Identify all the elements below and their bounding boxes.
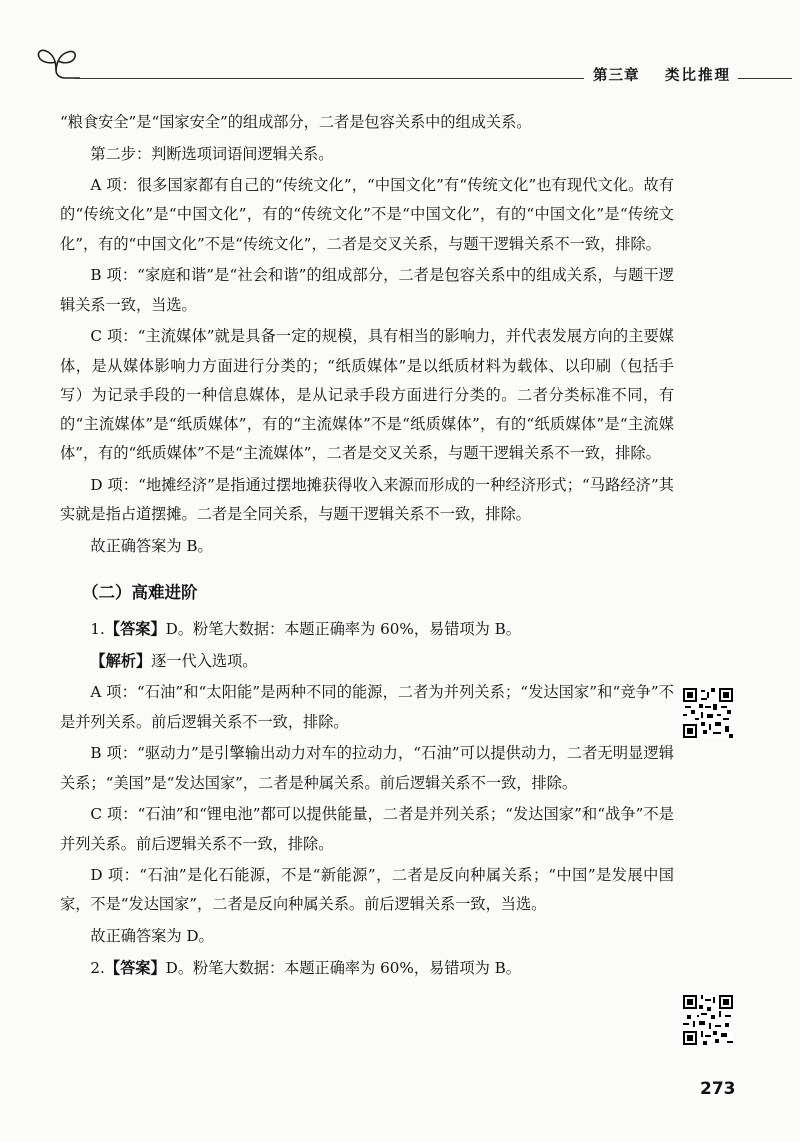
q2-number: 2.: [90, 958, 105, 977]
header-rule-right: [738, 78, 792, 79]
option-b-paragraph: B 项：“家庭和谐”是“社会和谐”的组成部分，二者是包容关系中的组成关系，与题干逻辑关系一致，当选。: [60, 266, 674, 314]
q1-option-a: A 项：“石油”和“太阳能”是两种不同的能源，二者为并列关系；“发达国家”和“竞争”不是并列关系。前后逻辑关系不一致，排除。: [60, 683, 674, 731]
qr-code-icon[interactable]: [683, 688, 733, 738]
q1-analysis-line: [60, 647, 674, 676]
q1-number: 1.: [90, 620, 105, 639]
q1-conclusion: 故正确答案为 D。: [90, 926, 214, 945]
q1-option-b: B 项：“驱动力”是引擎输出动力对车的拉动力，“石油”可以提供动力，二者无明显逻辑关系；“美国”是“发达国家”，二者是种属关系。前后逻辑关系不一致，排除。: [60, 744, 674, 792]
q2-answer-line: [60, 954, 674, 983]
analysis-tag: 【解析】: [90, 651, 152, 670]
header-rule-left: [74, 78, 584, 79]
leaf-sprout-icon: [34, 40, 80, 80]
paragraph: 第二步：判断选项词语间逻辑关系。: [90, 144, 334, 163]
page-number: 273: [700, 1079, 736, 1099]
q2-answer-text: D。粉笔大数据：本题正确率为 60%，易错项为 B。: [165, 958, 521, 977]
chapter-label: 第三章: [593, 68, 640, 84]
q1-answer-text: D。粉笔大数据：本题正确率为 60%，易错项为 B。: [165, 620, 521, 639]
conclusion-paragraph: 故正确答案为 B。: [90, 536, 213, 555]
q1-option-d: D 项：“石油”是化石能源，不是“新能源”，二者是反向种属关系；“中国”是发展中国家，不是“发达国家”，二者是反向种属关系。前后逻辑关系一致，当选。: [60, 866, 674, 914]
q1-analysis-text: 逐一代入选项。: [151, 651, 258, 670]
section-heading: （二）高难进阶: [82, 583, 198, 603]
section-label: 类比推理: [665, 68, 731, 84]
qr-code-icon[interactable]: [683, 995, 733, 1045]
option-a-paragraph: A 项：很多国家都有自己的“传统文化”，“中国文化”有“传统文化”也有现代文化。故有的“传统文化”是“中国文化”，有的“传统文化”不是“中国文化”，有的“中国文化”是“传统文化”，有的“中国文化”不是“传统文化”，二者是交叉关系，与题干逻辑关系不一致，排除。: [60, 176, 674, 253]
paragraph: “粮食安全”是“国家安全”的组成部分，二者是包容关系中的组成关系。: [60, 113, 532, 131]
option-d-paragraph: D 项：“地摊经济”是指通过摆地摊获得收入来源而形成的一种经济形式；“马路经济”其实就是指占道摆摊。二者是全同关系，与题干逻辑关系不一致，排除。: [60, 476, 674, 524]
page-header: [0, 0, 800, 100]
page-body: [60, 108, 674, 983]
answer-tag: 【答案】: [104, 620, 166, 639]
q1-option-c: C 项：“石油”和“锂电池”都可以提供能量，二者是并列关系；“发达国家”和“战争”不是并列关系。前后逻辑关系不一致，排除。: [60, 805, 674, 853]
option-c-paragraph: C 项：“主流媒体”就是具备一定的规模，具有相当的影响力，并代表发展方向的主要媒体，是从媒体影响力方面进行分类的；“纸质媒体”是以纸质材料为载体、以印刷（包括手写）为记录手段的一种信息媒体，是从记录手段方面进行分类的。二者分类标准不同，有的“主流媒体”是“纸质媒体”，有的“主流媒体”不是“纸质媒体”，有的“纸质媒体”是“主流媒体”，有的“纸质媒体”不是“主流媒体”，二者是交叉关系，与题干逻辑关系不一致，排除。: [60, 327, 674, 463]
answer-tag: 【答案】: [104, 958, 166, 977]
q1-answer-line: [60, 615, 674, 644]
